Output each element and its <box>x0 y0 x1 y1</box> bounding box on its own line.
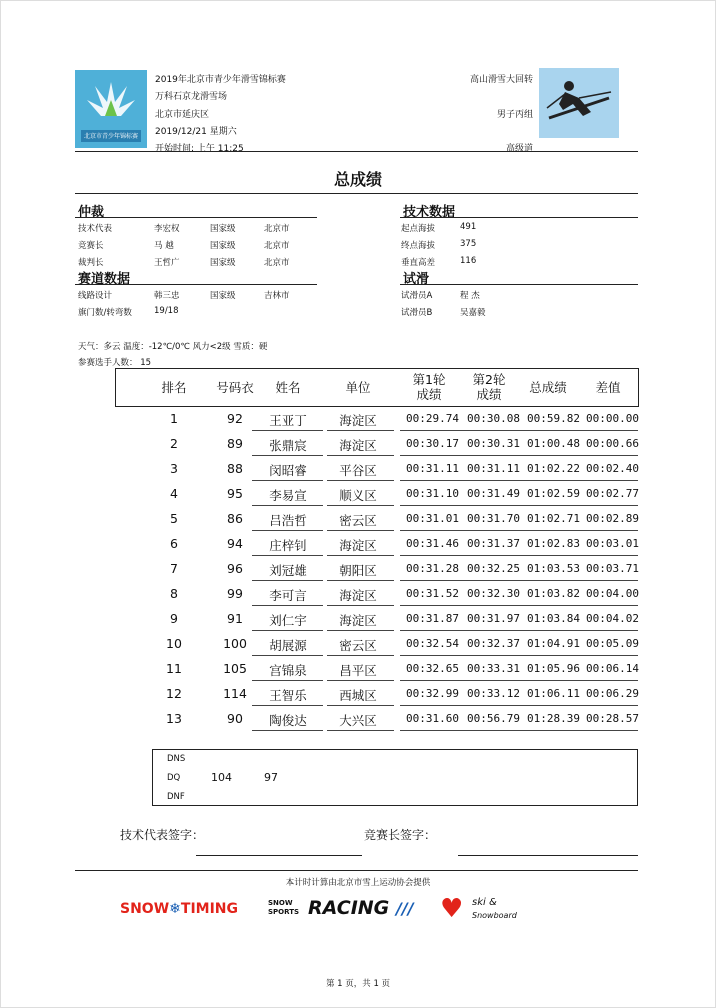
jury-role: 竞赛长 <box>78 241 104 251</box>
table-cell: 2 <box>170 436 178 451</box>
table-cell: 00:06.29 <box>586 687 639 700</box>
table-cell: 00:33.31 <box>467 662 520 675</box>
table-cell: 00:06.14 <box>586 662 639 675</box>
column-header: 单位 <box>345 380 371 395</box>
column-header: 差值 <box>595 380 621 395</box>
table-cell: 01:03.82 <box>527 587 580 600</box>
column-header: 排名 <box>161 380 187 395</box>
table-cell: 刘仁宇 <box>269 613 307 628</box>
table-cell: 00:31.37 <box>467 537 520 550</box>
table-cell: 01:02.83 <box>527 537 580 550</box>
table-cell: 刘冠雄 <box>269 563 307 578</box>
jury-city: 北京市 <box>264 224 290 234</box>
table-cell: 00:03.71 <box>586 562 639 575</box>
table-cell: 01:04.91 <box>527 637 580 650</box>
table-cell: 1 <box>170 411 178 426</box>
skier-image <box>539 68 619 138</box>
table-cell: 00:04.00 <box>586 587 639 600</box>
table-cell: 99 <box>227 586 243 601</box>
table-cell: 86 <box>227 511 243 526</box>
row-underline <box>327 730 394 731</box>
table-cell: 95 <box>227 486 243 501</box>
forerunner-name: 程 杰 <box>460 291 480 301</box>
logo-text: 北京市青少年锦标赛 <box>83 133 138 140</box>
jury-level: 国家级 <box>210 241 236 251</box>
jury-city: 北京市 <box>264 258 290 268</box>
table-cell: 闵昭睿 <box>269 463 307 478</box>
column-header: 号码衣 <box>216 380 254 395</box>
row-underline <box>400 730 638 731</box>
table-cell: 海淀区 <box>339 588 377 603</box>
table-cell: 00:02.77 <box>586 487 639 500</box>
row-underline <box>252 730 323 731</box>
row-underline <box>327 580 394 581</box>
course-value: 19/18 <box>154 306 179 316</box>
course-label: 旗门数/转弯数 <box>78 308 132 318</box>
tech-value: 491 <box>460 222 477 232</box>
jury-person: 王哲广 <box>154 258 180 268</box>
forerunner-heading: 试滑 <box>403 272 430 287</box>
title-rule <box>75 193 638 194</box>
table-cell: 密云区 <box>339 513 377 528</box>
event-name: 2019年北京市青少年滑雪锦标赛 <box>155 75 286 85</box>
timing-note: 本计时计算由北京市雪上运动协会提供 <box>285 878 431 888</box>
district: 北京市延庆区 <box>155 110 210 120</box>
table-cell: 海淀区 <box>339 438 377 453</box>
table-cell: 6 <box>170 536 178 551</box>
table-cell: 00:56.79 <box>467 712 520 725</box>
header-rule <box>75 151 638 152</box>
table-cell: 西城区 <box>339 688 377 703</box>
column-header: 总成绩 <box>529 380 567 395</box>
row-underline <box>400 580 638 581</box>
td-signature-label: 技术代表签字： <box>120 828 205 842</box>
table-cell: 00:30.31 <box>467 437 520 450</box>
table-cell: 94 <box>227 536 243 551</box>
row-underline <box>327 630 394 631</box>
jury-city: 北京市 <box>264 241 290 251</box>
race-date: 2019/12/21 星期六 <box>155 127 237 137</box>
table-cell: 大兴区 <box>339 713 377 728</box>
jury-role: 技术代表 <box>78 224 113 234</box>
course-level: 高级道 <box>505 144 533 154</box>
dq-bib: 104 <box>211 771 232 784</box>
tech-label: 垂直高差 <box>401 258 436 268</box>
course-heading: 赛道数据 <box>78 272 131 287</box>
table-cell: 3 <box>170 461 178 476</box>
table-cell: 114 <box>223 686 247 701</box>
table-cell: 平谷区 <box>339 463 377 478</box>
discipline: 高山滑雪大回转 <box>469 75 533 85</box>
row-underline <box>400 505 638 506</box>
weather-info: 天气：多云 温度：-12℃/0℃ 风力<2级 雪质：硬 <box>78 342 268 352</box>
row-underline <box>400 430 638 431</box>
table-cell: 01:28.39 <box>527 712 580 725</box>
row-underline <box>252 555 323 556</box>
tech-value: 375 <box>460 239 477 249</box>
row-underline <box>252 480 323 481</box>
snow-sports-line1: SNOW <box>268 899 293 907</box>
snow-sports-text <box>268 899 299 917</box>
forerunner-label: 试滑员A <box>401 291 433 301</box>
row-underline <box>327 455 394 456</box>
table-cell: 吕浩哲 <box>269 513 307 528</box>
row-underline <box>252 530 323 531</box>
footer-rule <box>75 870 638 871</box>
table-cell: 00:31.87 <box>406 612 459 625</box>
skier-icon <box>539 68 619 138</box>
table-cell: 105 <box>223 661 247 676</box>
table-cell: 00:32.99 <box>406 687 459 700</box>
table-cell: 00:31.97 <box>467 612 520 625</box>
table-cell: 01:05.96 <box>527 662 580 675</box>
snow-timing-logo <box>120 901 238 917</box>
course-value: 韩三忠 <box>154 291 180 301</box>
row-underline <box>252 680 323 681</box>
table-cell: 宫锦泉 <box>269 663 307 678</box>
table-cell: 00:32.54 <box>406 637 459 650</box>
row-underline <box>400 605 638 606</box>
table-cell: 海淀区 <box>339 538 377 553</box>
cr-signature-label: 竞赛长签字： <box>364 828 437 842</box>
table-cell: 00:05.09 <box>586 637 639 650</box>
row-underline <box>327 705 394 706</box>
dq-bib: 97 <box>264 771 278 784</box>
table-cell: 01:03.53 <box>527 562 580 575</box>
table-cell: 海淀区 <box>339 413 377 428</box>
row-underline <box>400 630 638 631</box>
table-cell: 7 <box>170 561 178 576</box>
start-time: 开始时间: 上午 11:25 <box>155 144 244 154</box>
table-cell: 昌平区 <box>339 663 377 678</box>
table-cell: 胡展源 <box>269 638 307 653</box>
table-cell: 陶俊达 <box>269 713 307 728</box>
dnf-label: DNF <box>167 792 185 802</box>
row-underline <box>252 580 323 581</box>
dns-label: DNS <box>167 754 186 764</box>
forerunner-rule <box>400 284 638 285</box>
table-cell: 00:32.30 <box>467 587 520 600</box>
jury-level: 国家级 <box>210 224 236 234</box>
timing-text: TIMING <box>180 901 238 917</box>
table-cell: 张鼎宸 <box>269 438 307 453</box>
table-cell: 00:02.40 <box>586 462 639 475</box>
snowboard-text: Snowboard <box>472 911 517 920</box>
table-cell: 91 <box>227 611 243 626</box>
jury-rule <box>75 217 317 218</box>
row-underline <box>252 630 323 631</box>
table-cell: 8 <box>170 586 178 601</box>
participant-count: 参赛选手人数： 15 <box>78 358 152 368</box>
table-cell: 00:33.12 <box>467 687 520 700</box>
jury-person: 李宏权 <box>154 224 180 234</box>
table-cell: 00:31.01 <box>406 512 459 525</box>
column-header: 姓名 <box>275 380 301 395</box>
row-underline <box>327 430 394 431</box>
course-level-value: 国家级 <box>210 291 236 301</box>
forerunner-label: 试滑员B <box>401 308 433 318</box>
table-cell: 00:32.37 <box>467 637 520 650</box>
tech-value: 116 <box>460 256 477 266</box>
row-underline <box>400 680 638 681</box>
table-cell: 00:30.08 <box>467 412 520 425</box>
table-cell: 88 <box>227 461 243 476</box>
ski-text: ski & <box>472 897 497 908</box>
table-cell: 96 <box>227 561 243 576</box>
table-cell: 00:31.10 <box>406 487 459 500</box>
event-logo <box>75 70 147 148</box>
table-cell: 100 <box>223 636 247 651</box>
table-cell: 01:03.84 <box>527 612 580 625</box>
row-underline <box>327 530 394 531</box>
table-cell: 海淀区 <box>339 613 377 628</box>
table-cell: 01:02.71 <box>527 512 580 525</box>
row-underline <box>252 705 323 706</box>
snow-sports-line2: SPORTS <box>268 908 300 916</box>
table-cell: 00:31.49 <box>467 487 520 500</box>
row-underline <box>400 555 638 556</box>
table-cell: 00:02.89 <box>586 512 639 525</box>
table-cell: 90 <box>227 711 243 726</box>
table-cell: 12 <box>166 686 182 701</box>
table-cell: 11 <box>166 661 182 676</box>
table-cell: 王亚丁 <box>269 413 307 428</box>
table-cell: 00:32.25 <box>467 562 520 575</box>
row-underline <box>400 705 638 706</box>
racing-stripes-icon: /// <box>396 899 414 918</box>
table-cell: 00:31.28 <box>406 562 459 575</box>
table-cell: 00:31.11 <box>406 462 459 475</box>
table-cell: 00:04.02 <box>586 612 639 625</box>
row-underline <box>327 680 394 681</box>
ski-snowboard-logo <box>440 895 530 927</box>
row-underline <box>327 605 394 606</box>
heart-icon: ♥ <box>440 894 464 924</box>
row-underline <box>400 530 638 531</box>
table-cell: 密云区 <box>339 638 377 653</box>
table-cell: 00:31.70 <box>467 512 520 525</box>
row-underline <box>400 480 638 481</box>
jury-level: 国家级 <box>210 258 236 268</box>
table-cell: 01:02.22 <box>527 462 580 475</box>
row-underline <box>327 555 394 556</box>
table-cell: 00:29.74 <box>406 412 459 425</box>
table-cell: 00:32.65 <box>406 662 459 675</box>
table-cell: 00:59.82 <box>527 412 580 425</box>
table-cell: 庄梓钊 <box>269 538 307 553</box>
row-underline <box>252 430 323 431</box>
row-underline <box>327 480 394 481</box>
row-underline <box>327 655 394 656</box>
column-header: 第2轮 成绩 <box>472 372 506 402</box>
table-cell: 01:00.48 <box>527 437 580 450</box>
jury-role: 裁判长 <box>78 258 104 268</box>
table-cell: 00:03.01 <box>586 537 639 550</box>
cr-signature-line[interactable] <box>458 855 638 856</box>
table-cell: 92 <box>227 411 243 426</box>
row-underline <box>252 505 323 506</box>
snowflake-icon: ❄ <box>169 901 181 917</box>
tech-label: 终点海拔 <box>401 241 436 251</box>
table-cell: 00:00.00 <box>586 412 639 425</box>
table-cell: 10 <box>166 636 182 651</box>
td-signature-line[interactable] <box>196 855 362 856</box>
age-group: 男子丙组 <box>496 110 533 120</box>
jury-heading: 仲裁 <box>78 205 105 220</box>
table-cell: 9 <box>170 611 178 626</box>
table-cell: 5 <box>170 511 178 526</box>
page-title: 总成绩 <box>333 170 382 189</box>
table-cell: 00:30.17 <box>406 437 459 450</box>
table-cell: 00:31.60 <box>406 712 459 725</box>
row-underline <box>252 455 323 456</box>
snow-text: SNOW <box>120 901 170 917</box>
table-cell: 顺义区 <box>339 488 377 503</box>
course-rule <box>75 284 317 285</box>
dq-label: DQ <box>167 773 181 783</box>
table-cell: 李可言 <box>269 588 307 603</box>
column-header: 第1轮 成绩 <box>412 372 446 402</box>
table-cell: 00:31.52 <box>406 587 459 600</box>
page-number: 第 1 页，共 1 页 <box>325 979 391 989</box>
course-city: 吉林市 <box>264 291 290 301</box>
table-cell: 李易宣 <box>269 488 307 503</box>
table-cell: 13 <box>166 711 182 726</box>
row-underline <box>327 505 394 506</box>
tech-label: 起点海拔 <box>401 224 436 234</box>
table-cell: 01:06.11 <box>527 687 580 700</box>
table-cell: 00:31.46 <box>406 537 459 550</box>
table-cell: 89 <box>227 436 243 451</box>
table-cell: 4 <box>170 486 178 501</box>
table-cell: 00:31.11 <box>467 462 520 475</box>
row-underline <box>252 605 323 606</box>
table-cell: 01:02.59 <box>527 487 580 500</box>
table-cell: 朝阳区 <box>339 563 377 578</box>
table-cell: 00:00.66 <box>586 437 639 450</box>
row-underline <box>400 455 638 456</box>
table-cell: 王智乐 <box>269 688 307 703</box>
tech-heading: 技术数据 <box>403 205 456 220</box>
row-underline <box>252 655 323 656</box>
row-underline <box>400 655 638 656</box>
table-cell: 00:28.57 <box>586 712 639 725</box>
forerunner-name: 吴嘉毅 <box>460 308 486 318</box>
tech-rule <box>400 217 638 218</box>
racing-text: RACING <box>308 897 390 919</box>
course-label: 线路设计 <box>78 291 113 301</box>
jury-person: 马 越 <box>154 241 174 251</box>
venue: 万科石京龙滑雪场 <box>155 92 228 102</box>
